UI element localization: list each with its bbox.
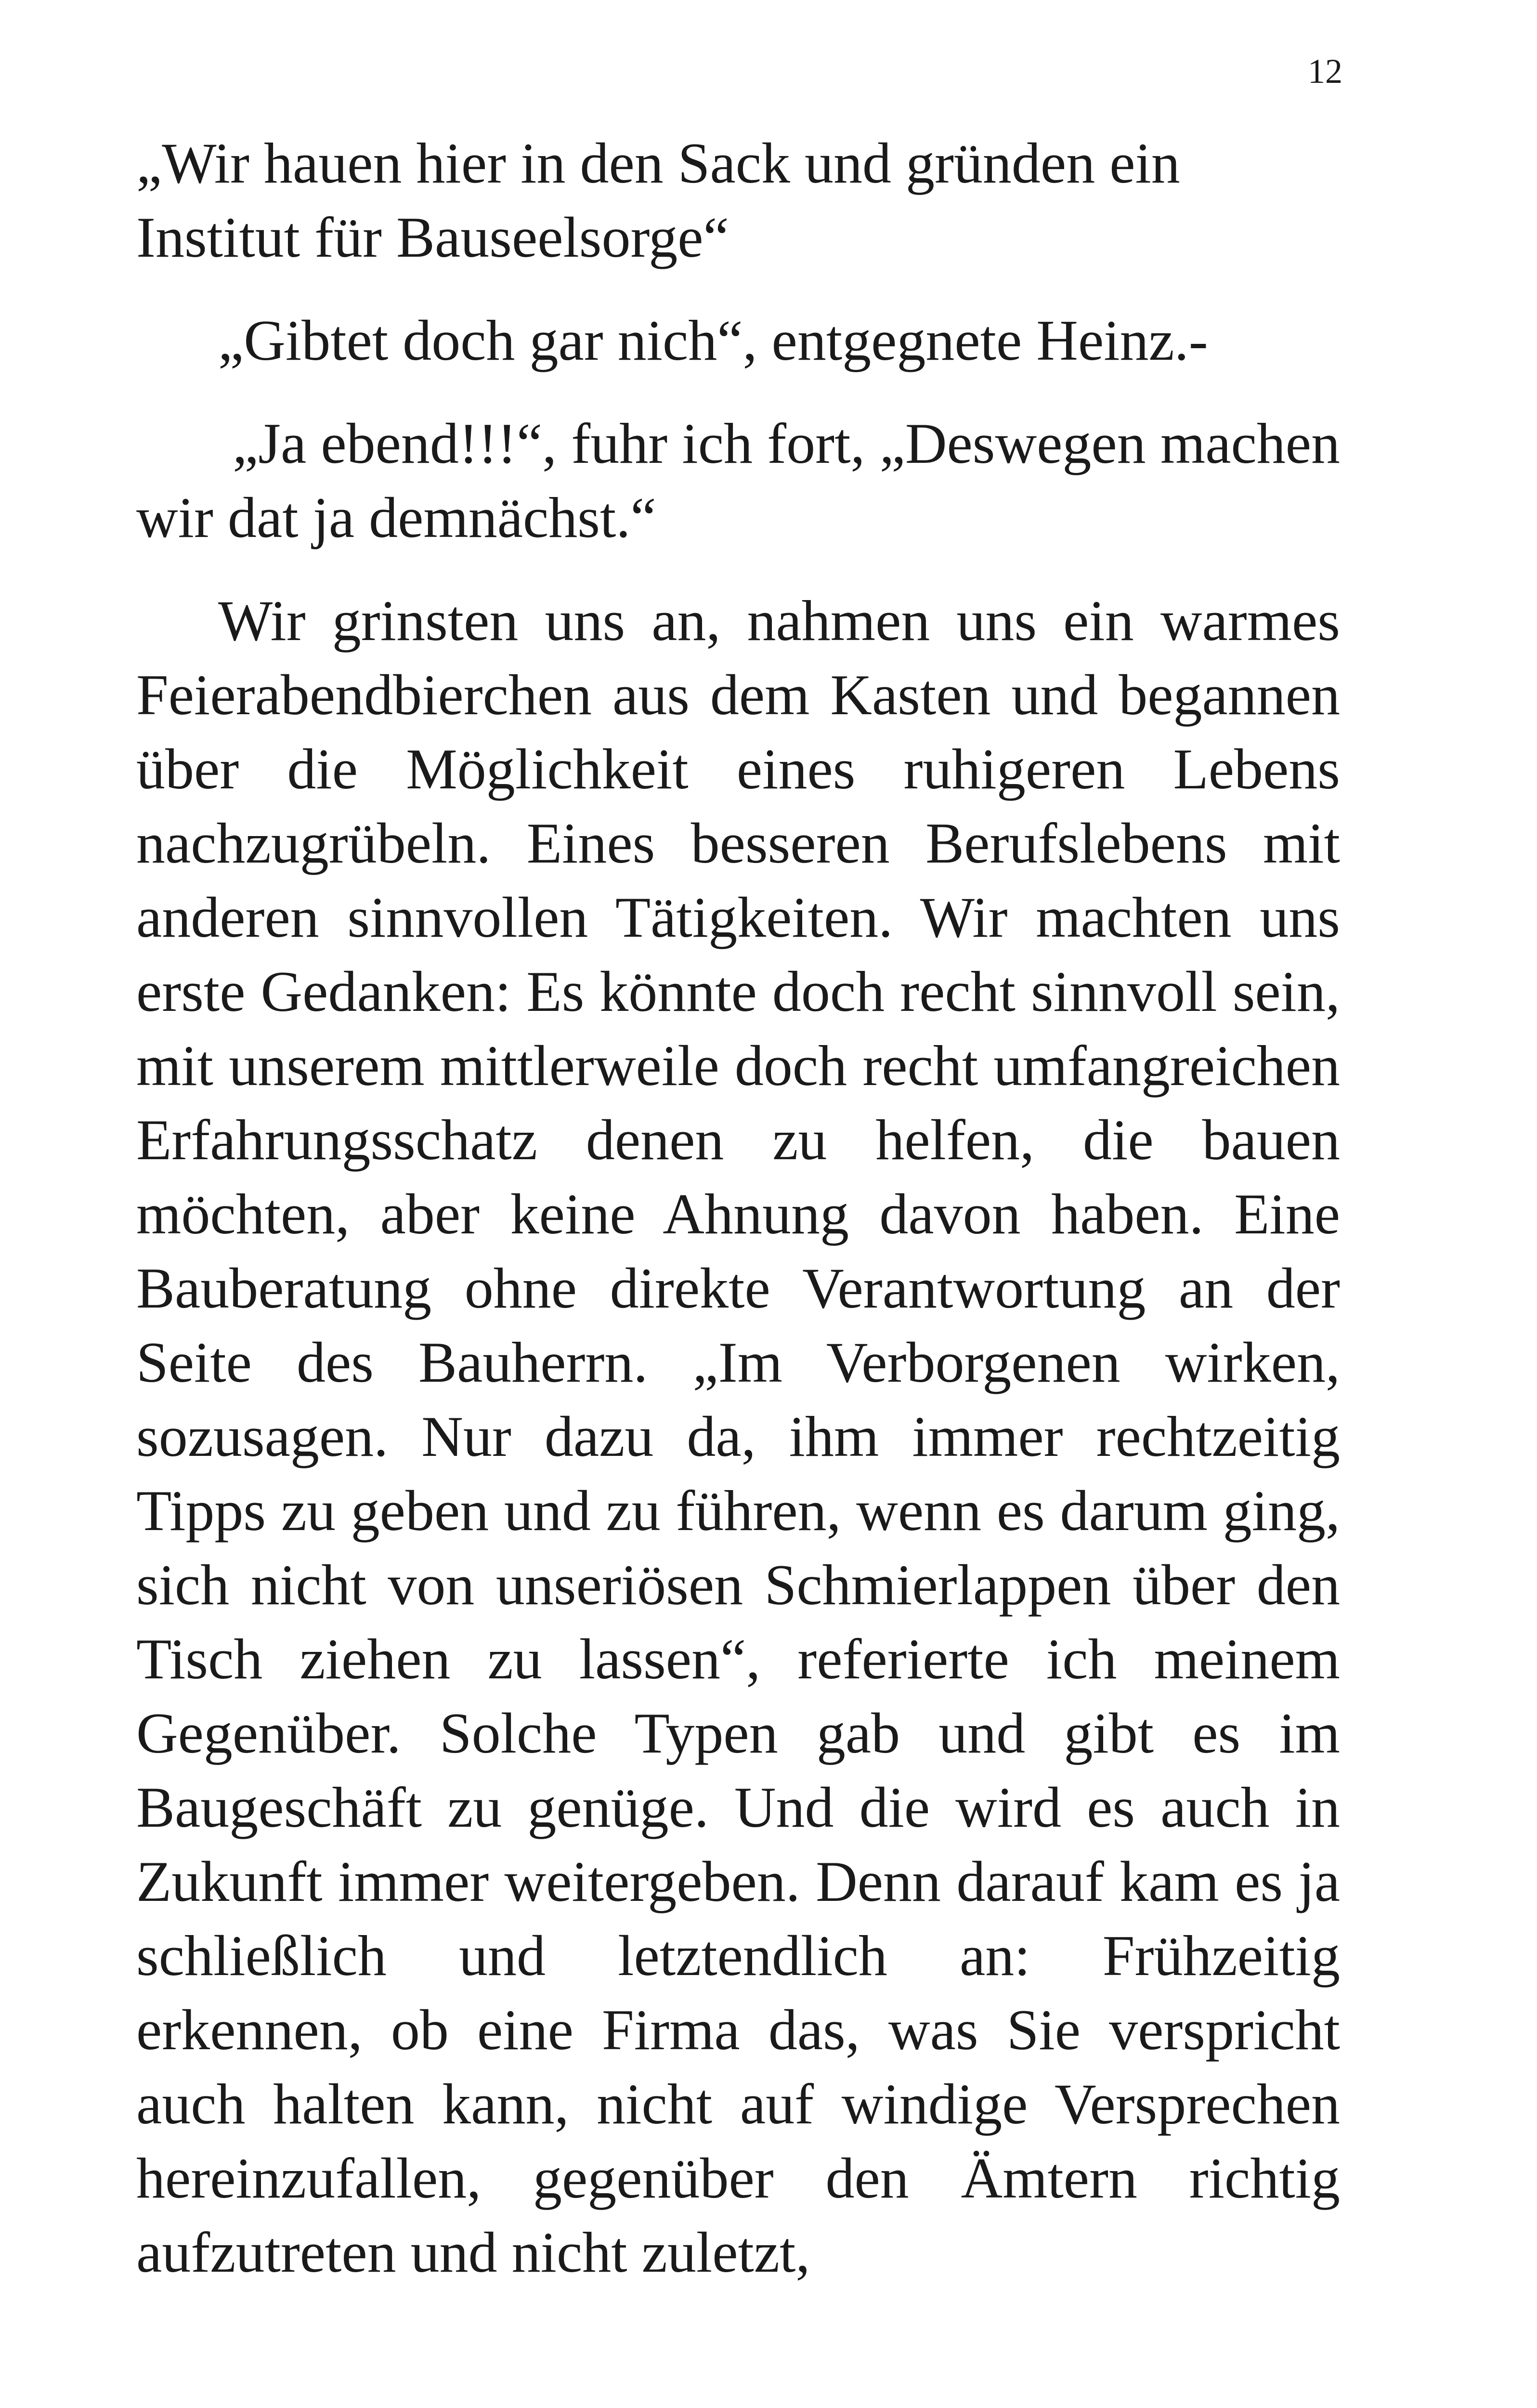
paragraph-3: „Ja ebend!!!“, fuhr ich fort, „Deswegen machen wir dat ja demnächst.“: [136, 411, 1340, 550]
body-text: [136, 126, 1340, 2290]
paragraph-2: „Gibtet doch gar nich“, entgegnete Heinz.-: [218, 308, 1208, 372]
page-number: 12: [1308, 52, 1342, 91]
paragraph-4: Wir grinsten uns an, nahmen uns ein warmes Feierabendbierchen aus dem Kasten und begannen über die Möglichkeit eines ruhigeren Lebens nachzugrübeln. Eines besseren Berufslebens mit anderen sinnvollen Tätigkeiten. Wir machten uns erste Gedanken: Es könnte doch recht sinnvoll sein, mit unserem mittlerweile doch recht umfangreichen Erfahrungsschatz denen zu helfen, die bauen möchten, aber keine Ahnung davon haben. Eine Bauberatung ohne direkte Verantwortung an der Seite des Bauherrn. „Im Verborgenen wirken, sozusagen. Nur dazu da, ihm immer rechtzeitig Tipps zu geben und zu führen, wenn es darum ging, sich nicht von unseriösen Schmierlappen über den Tisch ziehen zu lassen“, referierte ich meinem Gegenüber. Solche Typen gab und gibt es im Baugeschäft zu genüge. Und die wird es auch in Zukunft immer weitergeben. Denn darauf kam es ja schließlich und letztendlich an: Frühzeitig erkennen, ob eine Firma das, was Sie verspricht auch halten kann, nicht auf windige Versprechen hereinzufallen, gegenüber den Ämtern richtig aufzutreten und nicht zuletzt,: [136, 589, 1340, 2284]
paragraph-1: „Wir hauen hier in den Sack und gründen ein Institut für Bauseelsorge“: [136, 131, 1180, 269]
